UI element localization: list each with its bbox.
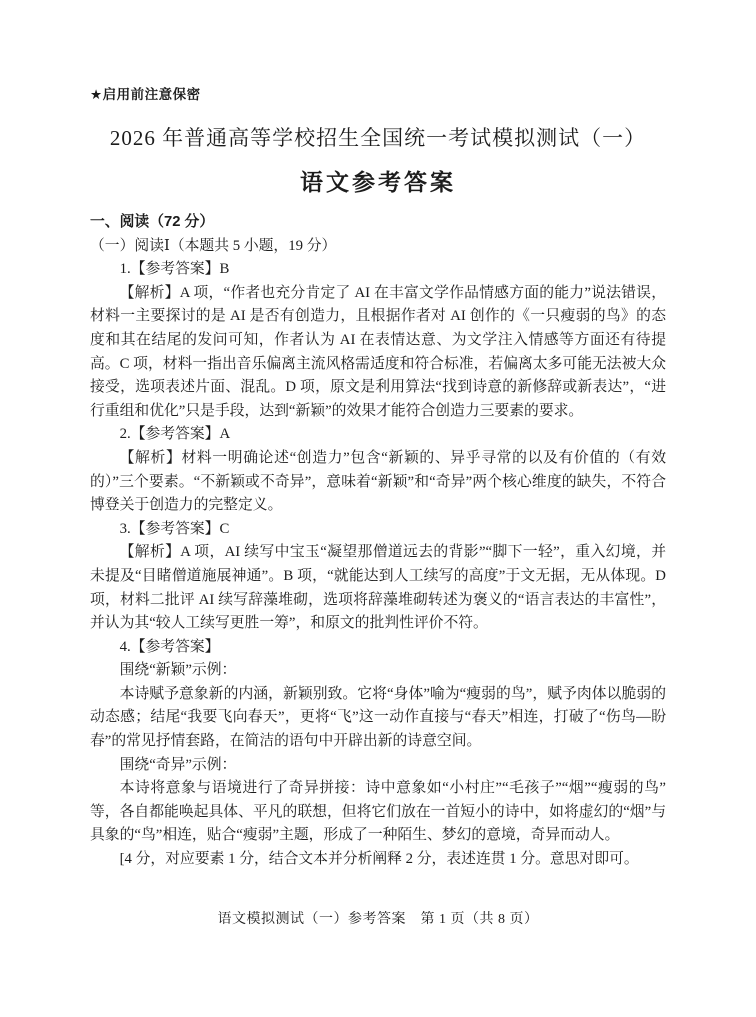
page-footer: 语文模拟测试（一）参考答案 第 1 页（共 8 页） [217, 912, 539, 927]
section-heading-reading: 一、阅读（72 分） [90, 214, 215, 230]
security-notice: ★启用前注意保密 [90, 87, 201, 102]
q2-answer-line: 2.【参考答案】A [119, 426, 231, 443]
q4-scoring-note: [4 分，对应要素 1 分，结合文本并分析阐释 2 分，表述连贯 1 分。意思对即可。 [119, 851, 639, 868]
page-title: 语文参考答案 [300, 169, 456, 195]
q1-analysis-paragraph: 【解析】A 项，“作者也充分肯定了 AI 在丰富文学作品情感方面的能力”说法错误，材料一主要探讨的是 AI 是否有创造力，且根据作者对 AI 创作的《一只瘦弱的鸟》的态度和其在结尾的发问可知，作者认为 AI 在表情达意、为文学注入情感等方面还有待提高。C 项，材料一指出音乐偏离主流风格需适度和符合标准，若偏离太多可能无法被大众接受，选项表述片面、混乱。D 项，原文是利用算法“找到诗意的新修辞或新表达”，“进行重组和优化”只是手段，达到“新颖”的效果才能符合创造力三要素的要求。 [90, 284, 666, 419]
q3-answer-line: 3.【参考答案】C [119, 520, 230, 537]
q4-example2-paragraph: 本诗将意象与语境进行了奇异拼接：诗中意象如“小村庄”“毛孩子”“烟”“瘦弱的鸟”等，各自都能唤起具体、平凡的联想，但将它们放在一首短小的诗中，如将虚幻的“烟”与具象的“鸟”相连，贴合“瘦弱”主题，形成了一种陌生、梦幻的意境，奇异而动人。 [90, 780, 666, 844]
q4-example2-label: 围绕“奇异”示例： [119, 756, 237, 773]
part-heading-reading-1: （一）阅读Ⅰ（本题共 5 小题，19 分） [90, 237, 337, 254]
q1-answer-line: 1.【参考答案】B [119, 261, 230, 278]
q4-example1-paragraph: 本诗赋予意象新的内涵，新颖别致。它将“身体”喻为“瘦弱的鸟”，赋予肉体以脆弱的动态感；结尾“我要飞向春天”，更将“飞”这一动作直接与“春天”相连，打破了“伤鸟—盼春”的常见抒情套路，在简洁的语句中开辟出新的诗意空间。 [90, 685, 666, 750]
exam-title: 2026 年普通高等学校招生全国统一考试模拟测试（一） [109, 126, 647, 150]
page-content [90, 86, 666, 872]
q4-example1-label: 围绕“新颖”示例： [119, 662, 237, 679]
q3-analysis-paragraph: 【解析】A 项，AI 续写中宝玉“凝望那僧道远去的背影”“脚下一轻”，重入幻境，并未提及“目睹僧道施展神通”。B 项，“就能达到人工续写的高度”于文无据，无从体现。D 项，材料二批评 AI 续写辞藻堆砌，选项将辞藻堆砌转述为褒义的“语言表达的丰富性”，并认为其“较人工续写更胜一筹”，和原文的批判性评价不符。 [90, 544, 666, 632]
q2-analysis-paragraph: 【解析】材料一明确论述“创造力”包含“新颖的、异乎寻常的以及有价值的（有效的）”三个要素。“不新颖或不奇异”，意味着“新颖”和“奇异”两个核心维度的缺失，不符合博登关于创造力的完整定义。 [90, 449, 666, 514]
q4-answer-line: 4.【参考答案】 [119, 638, 220, 655]
answer-body [90, 211, 666, 872]
